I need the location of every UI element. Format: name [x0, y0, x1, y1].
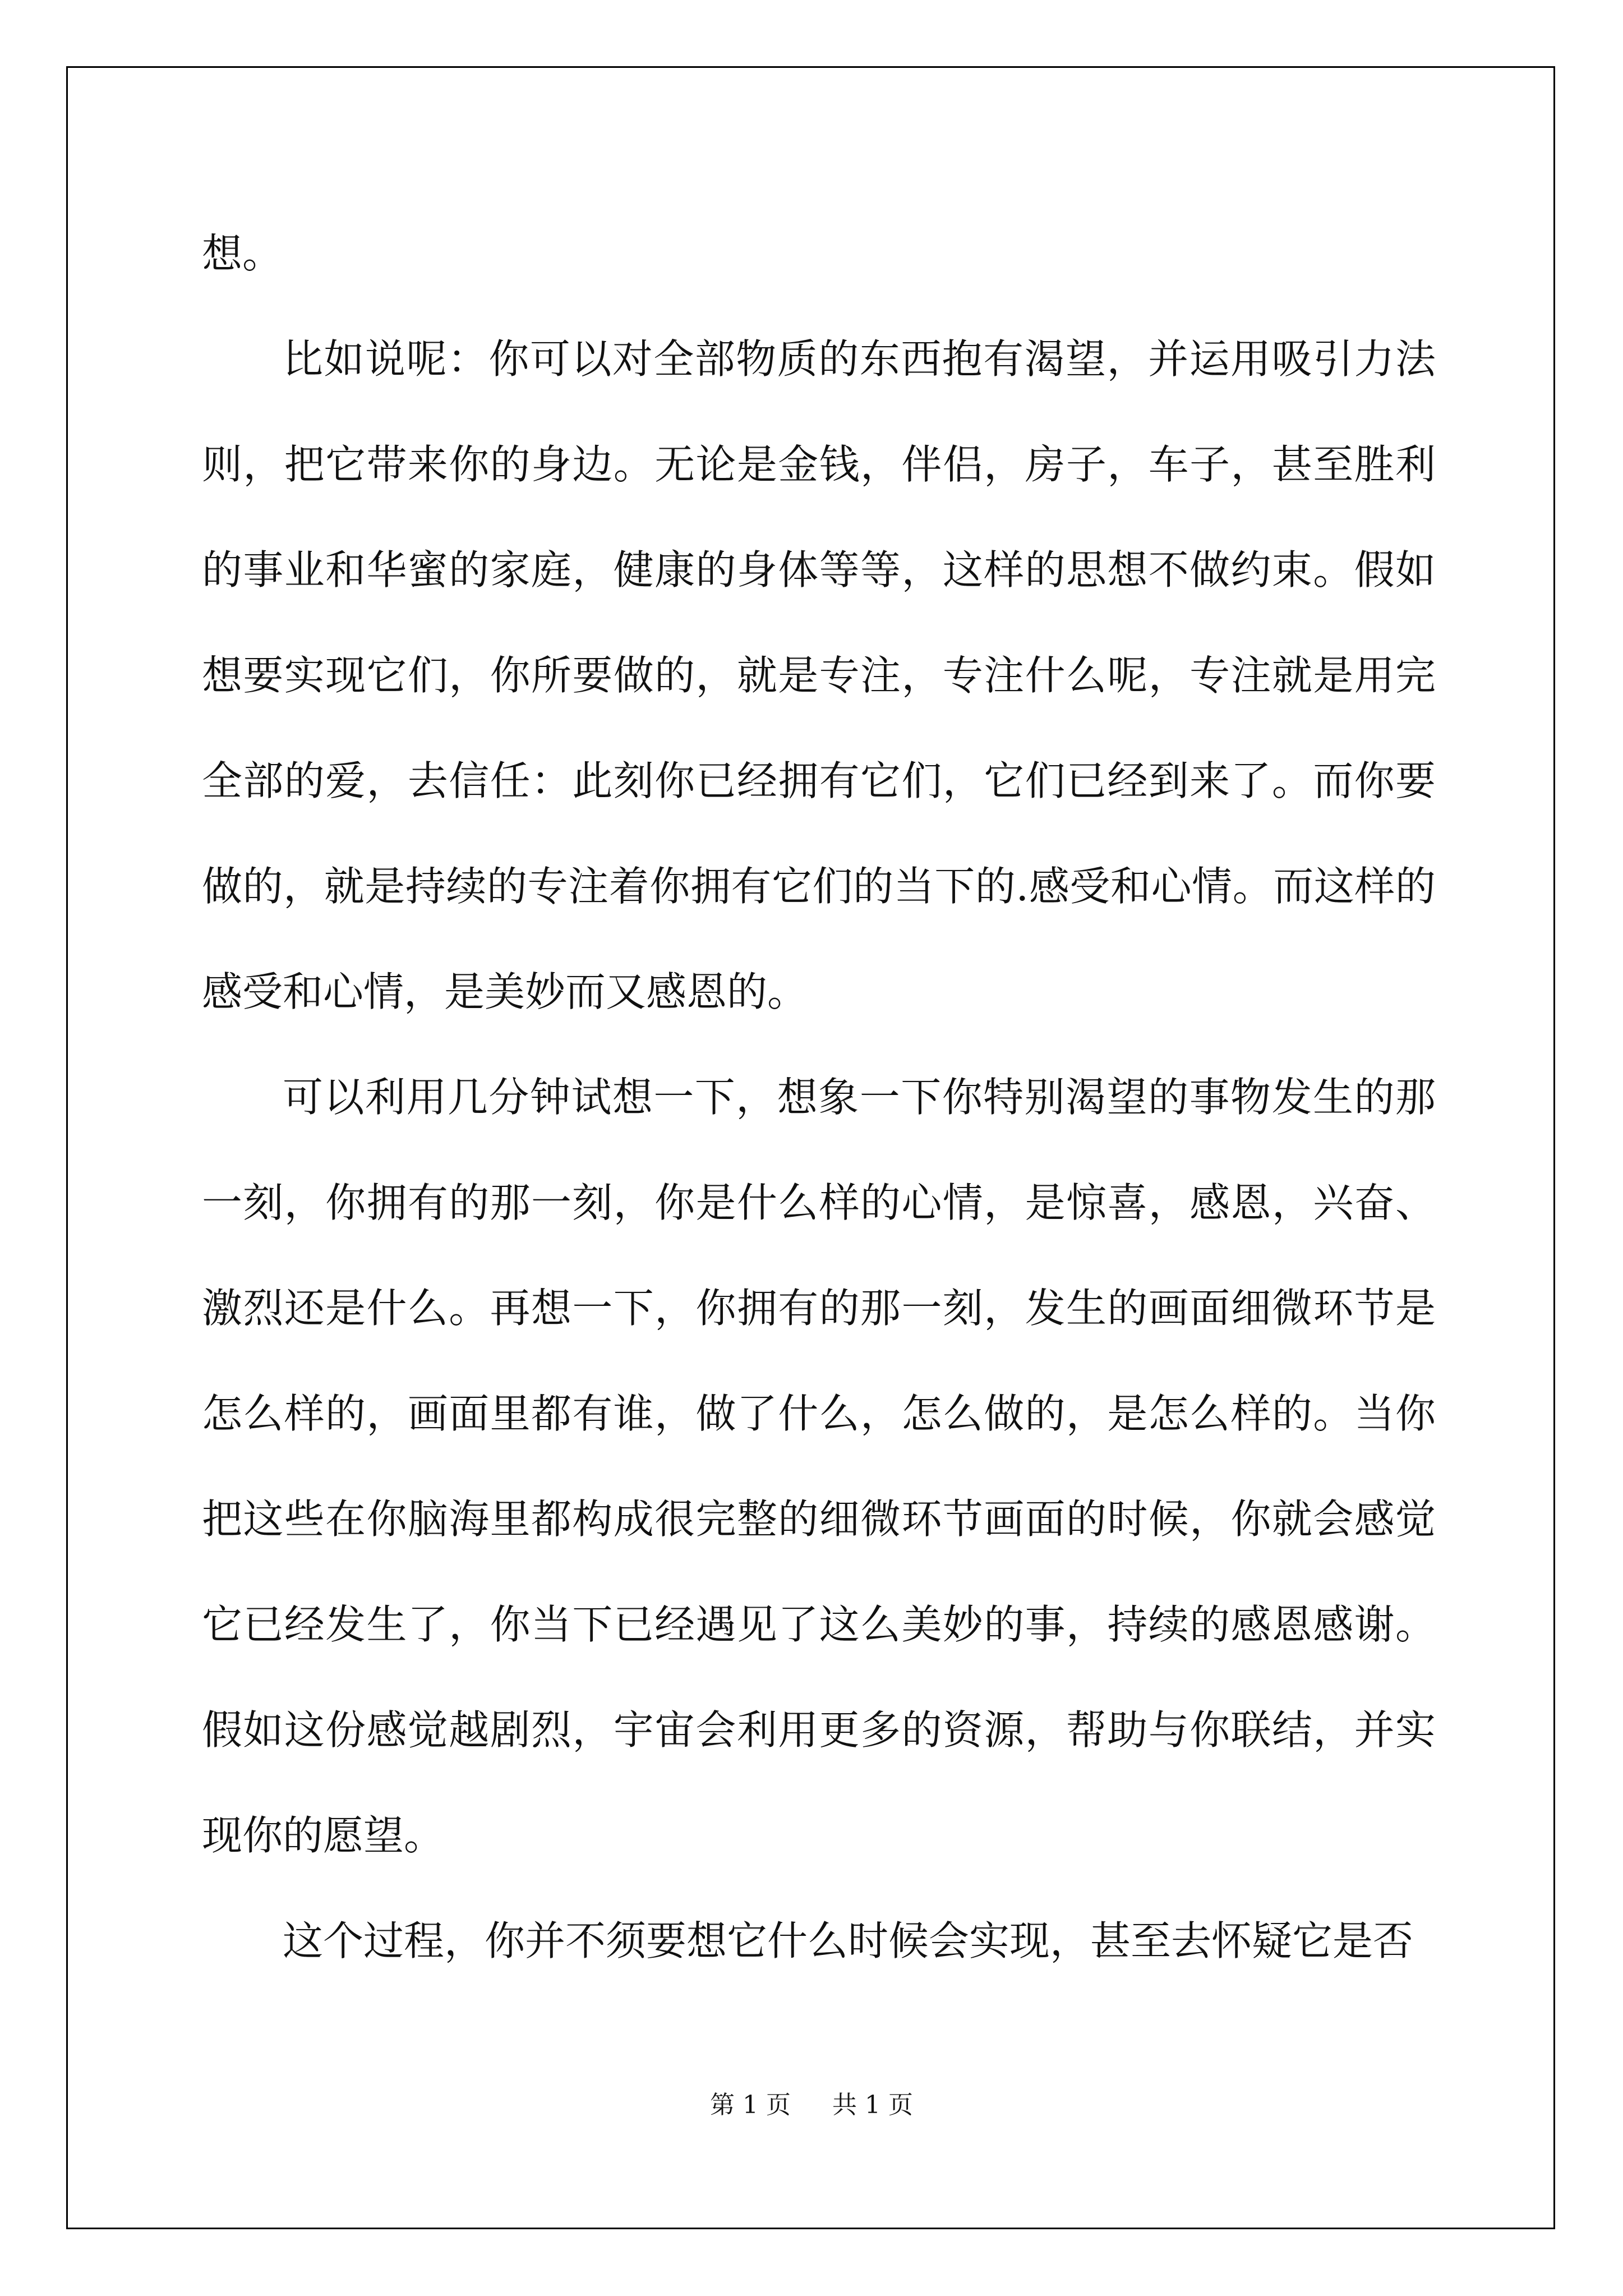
- page-total: 共 1 页: [832, 2091, 913, 2119]
- document-body: [202, 201, 1436, 1994]
- page-footer: [0, 2085, 1623, 2120]
- paragraph-1: 想。: [202, 230, 283, 277]
- paragraph-2: 比如说呢：你可以对全部物质的东西抱有渴望，并运用吸引力法则，把它带来你的身边。无论是金钱，伴侣，房子，车子，甚至胜利的事业和华蜜的家庭，健康的身体等等，这样的思想不做约束。假如想要实现它们，你所要做的，就是专注，专注什么呢，专注就是用完全部的爱，去信任：此刻你已经拥有它们，它们已经到来了。而你要做的，就是持续的专注着你拥有它们的当下的.感受和心情。而这样的感受和心情，是美妙而又感恩的。: [202, 335, 1436, 1015]
- paragraph-4: 这个过程，你并不须要想它什么时候会实现，甚至去怀疑它是否: [283, 1917, 1414, 1964]
- paragraph-3: 可以利用几分钟试想一下，想象一下你特别渴望的事物发生的那一刻，你拥有的那一刻，你是什么样的心情，是惊喜，感恩，兴奋、激烈还是什么。再想一下，你拥有的那一刻，发生的画面细微环节是怎么样的，画面里都有谁，做了什么，怎么做的，是怎么样的。当你把这些在你脑海里都构成很完整的细微环节画面的时候，你就会感觉它已经发生了，你当下已经遇见了这么美妙的事，持续的感恩感谢。假如这份感觉越剧烈，宇宙会利用更多的资源，帮助与你联结，并实现你的愿望。: [202, 1074, 1436, 1859]
- page-number: 第 1 页: [710, 2091, 791, 2119]
